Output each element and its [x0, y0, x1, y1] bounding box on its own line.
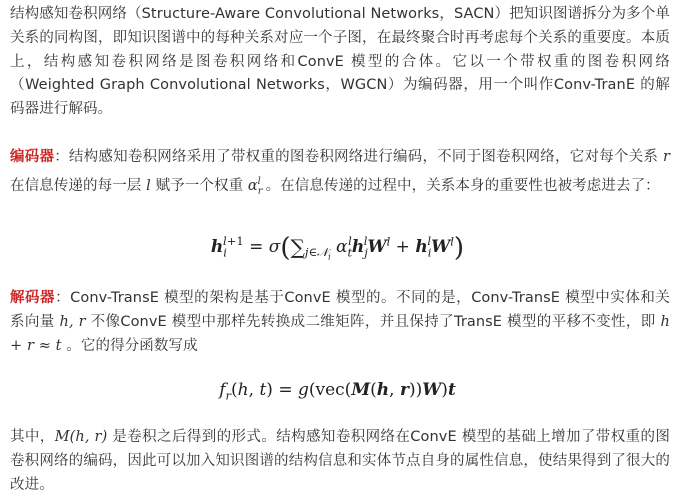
math-r: r: [662, 149, 670, 165]
encoder-paragraph: [10, 146, 670, 203]
intro-paragraph: [10, 3, 670, 122]
conclusion-text-1: 其中，: [10, 429, 55, 445]
encoder-label: 编码器: [10, 149, 55, 165]
encoder-text-3: 赋予一个权重: [150, 177, 248, 194]
encoder-text-1: ：结构感知卷积网络采用了带权重的图卷积网络进行编码，不同于图卷积网络，它对每个关系: [54, 149, 663, 165]
encoder-text-4: 。在信息传递的过程中，关系本身的重要性也被考虑进去了：: [260, 177, 660, 194]
conclusion-paragraph: [10, 426, 670, 497]
decoder-text-2: 不像ConvE 模型中那样先转换成二维矩阵，并且保持了TransE 模型的平移不变性，即: [85, 313, 661, 330]
decoder-text-3: 。它的得分函数写成: [61, 337, 198, 354]
conclusion-text-2: 是卷积之后得到的形式。结构感知卷积网络在ConvE 模型的基础上增加了带权重的图卷积网络的编码，因此可以加入知识图谱的结构信息和实体节点自身的属性信息，使结果得到了很大的改进。: [10, 429, 670, 493]
math-htr: h + r ≈ t: [10, 313, 670, 354]
math-Mhr: M(h, r): [54, 429, 108, 445]
decoder-label: 解码器: [10, 290, 56, 306]
encoder-equation: $h_i^{l+1} = \sigma(\sum_{j\in 𝒩_i}$ $\alpha_t^lh_j^lW^l + h_i^lW^l$): [210, 233, 465, 263]
intro-text: 结构感知卷积网络（Structure-Aware Convolutional Networks，SACN）把知识图谱拆分为多个单关系的同构图，即知识图谱中的每种关系对应一个子图，在最终聚合时再考虑每个关系的重要度。本质上，结构感知卷积网络是图卷积网络和ConvE 模型的合体。它以一个带权重的图卷积网络（Weighted Graph Convolutional Networks，WGCN）为编码器，用一个叫作Conv-TranE 的解码器进行解码。: [10, 6, 670, 118]
decoder-equation: $f_r(h$, t) = g(vec(M(h, r))W)t: [219, 380, 456, 403]
math-l: l: [146, 177, 151, 194]
math-alpha: $\alpha_r^l$: [247, 175, 263, 197]
decoder-paragraph: [10, 287, 670, 358]
math-hr: h, r: [59, 313, 86, 330]
encoder-text-2: 在信息传递的每一层: [10, 177, 147, 194]
decoder-text-1: ：Conv-TransE 模型的架构是基于ConvE 模型的。不同的是，Conv-TransE 模型中实体和关系向量: [10, 290, 670, 330]
